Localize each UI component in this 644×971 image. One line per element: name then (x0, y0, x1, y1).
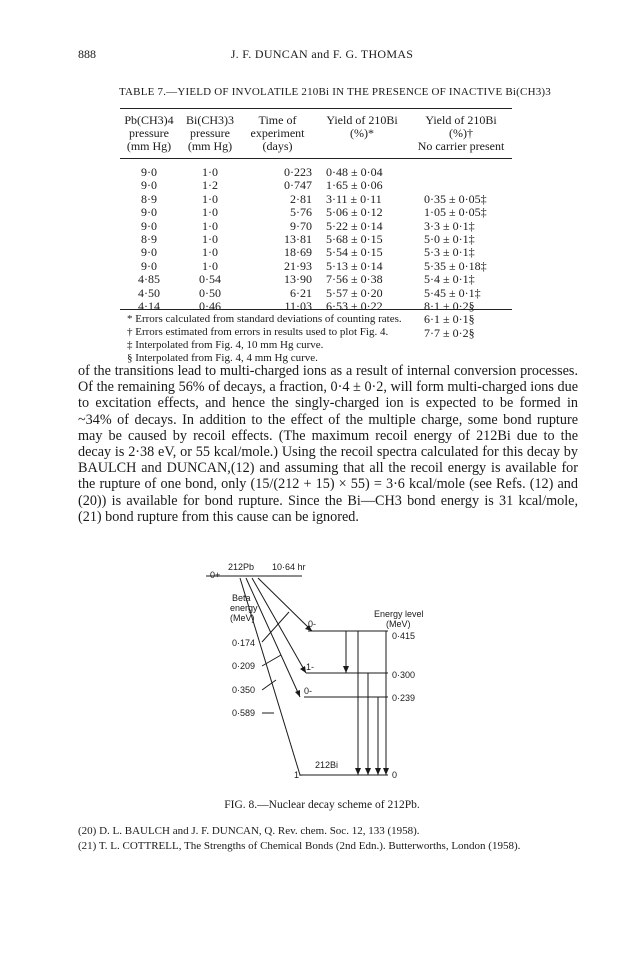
table-cell: 18·69 (284, 245, 312, 260)
beta-energy-label: 0·209 (232, 661, 256, 671)
table-footnote: * Errors calculated from standard deviations of counting rates. (127, 313, 402, 325)
table-cell: 5·13 ± 0·14 (326, 258, 383, 273)
level-energy-label: 0·415 (392, 631, 416, 641)
table-cell: 1·0 (202, 245, 218, 260)
table-cell: 13·81 (284, 231, 312, 246)
spin-label: 1- (306, 662, 315, 672)
parent-spin-label: 0+ (210, 570, 221, 580)
table-cell: 4·50 (138, 285, 160, 300)
table-cell: 9·0 (141, 178, 157, 193)
table-cell: 1·0 (202, 165, 218, 179)
table-cell: 4·85 (138, 272, 160, 287)
table-cell: 1·2 (202, 178, 218, 193)
table-cell: 0·46 (199, 298, 221, 313)
table-cell: 5·57 ± 0·20 (326, 285, 383, 300)
spin-label: 0- (308, 619, 317, 629)
table-cell: 5·22 ± 0·14 (326, 218, 383, 233)
table-cell: 6·53 ± 0·22 (326, 298, 383, 313)
level-heading-line: Energy level (374, 609, 424, 619)
level-heading-line: (MeV) (386, 619, 411, 629)
table-cell: 5·06 ± 0·12 (326, 205, 383, 220)
table-cell: 21·93 (284, 258, 312, 273)
table-cell: 6·1 ± 0·1§ (424, 312, 475, 327)
col-header-pb: Pb(CH3)4 pressure (mm Hg) (124, 113, 174, 153)
reference-entry: (21) T. L. COTTRELL, The Strengths of Chemical Bonds (2nd Edn.). Butterworths, London (1958). (78, 840, 521, 852)
table-cell: 5·68 ± 0·15 (326, 231, 383, 246)
table-caption: TABLE 7.—YIELD OF INVOLATILE 210Bi IN THE PRESENCE OF INACTIVE Bi(CH3)3 (118, 86, 551, 98)
table-cell: 3·11 ± 0·11 (326, 191, 382, 206)
table-cell: 9·0 (141, 245, 157, 260)
table-cell: 5·3 ± 0·1‡ (424, 245, 475, 260)
col-header-nocarrier: Yield of 210Bi (%)† No carrier present (417, 113, 505, 153)
beta-line (252, 578, 306, 673)
pointer-line (262, 612, 289, 642)
beta-energy-label: 0·589 (232, 708, 256, 718)
beta-energy-label: 0·174 (232, 638, 256, 648)
spin-label: 0- (304, 686, 313, 696)
table-cell: 5·4 ± 0·1‡ (424, 272, 475, 287)
table-cell: 5·54 ± 0·15 (326, 245, 383, 260)
table-cell: 9·0 (141, 165, 157, 179)
table-cell: 1·0 (202, 191, 218, 206)
table-cell: 0·50 (199, 285, 221, 300)
table-footnote: § Interpolated from Fig. 4, 4 mm Hg curve. (127, 352, 318, 364)
table-cell: 5·45 ± 0·1‡ (424, 285, 481, 300)
level-energy-label: 0·239 (392, 693, 416, 703)
table-cell: 0·747 (284, 178, 312, 193)
table-cell: 1·0 (202, 231, 218, 246)
table-cell: 9·70 (290, 218, 312, 233)
table-cell: 5·76 (290, 205, 312, 220)
table-cell: 3·3 ± 0·1‡ (424, 218, 475, 233)
table-cell: 1·0 (202, 218, 218, 233)
table-cell: 1·0 (202, 205, 218, 220)
table-footnote: † Errors estimated from errors in results used to plot Fig. 4. (127, 326, 389, 338)
body-paragraph: of the transitions lead to multi-charged ions as a result of internal conversion processes. Of the remaining 56% of decays, a fraction, 0·4 ± 0·2, will form multi-charged ions due to excitation effects, and hence the singly-charged ion is expected to be formed in ~34% of decays. In addition to the effect of the multiple charge, some bond rupture may be caused by recoil effects. (The maximum recoil energy of 212Bi due to the decay is 2·38 eV, or 55 kcal/mole.) Using the recoil spectra calculated for this decay by BAULCH and DUNCAN,(12) and assuming that all the recoil energy is available for the rupture of one bond, only (15/(212 + 15) × 55) = 3·6 kcal/mole (see Refs. (12) and (20)) is available for bond rupture. Since the Bi—CH3 bond energy is 31 kcal/mole,(21) bond rupture from this cause can be ignored. (78, 363, 578, 525)
table-cell: 7·7 ± 0·2§ (424, 325, 475, 340)
table-cell: 1·05 ± 0·05‡ (424, 205, 487, 220)
half-life-label: 10·64 hr (272, 562, 306, 572)
table-cell: 5·35 ± 0·18‡ (424, 258, 487, 273)
page-number: 888 (78, 47, 96, 61)
reference-entry: (20) D. L. BAULCH and J. F. DUNCAN, Q. Rev. chem. Soc. 12, 133 (1958). (78, 825, 420, 837)
table-cell: 6·21 (290, 285, 312, 300)
beta-heading-line: (MeV) (230, 613, 255, 623)
running-head: J. F. DUNCAN and F. G. THOMAS (230, 47, 414, 61)
beta-heading-line: energy (230, 603, 258, 613)
level-energy-label: 0 (392, 770, 398, 780)
col-header-yield: Yield of 210Bi (%)* (326, 113, 398, 140)
table-cell: 13·90 (284, 272, 312, 287)
col-header-bi: Bi(CH3)3 pressure (mm Hg) (186, 113, 234, 153)
table-cell: 1·65 ± 0·06 (326, 178, 383, 193)
table-cell: 8·9 (141, 191, 157, 206)
table-cell: 1·0 (202, 258, 218, 273)
spin-label: 1- (294, 770, 303, 780)
table-footnote: ‡ Interpolated from Fig. 4, 10 mm Hg curve. (127, 339, 324, 351)
figure-caption: FIG. 8.—Nuclear decay scheme of 212Pb. (224, 799, 420, 811)
table-cell: 7·56 ± 0·38 (326, 272, 383, 287)
table-cell: 8·9 (141, 231, 157, 246)
daughter-nuclide-label: 212Bi (315, 760, 339, 770)
table-cell: 0·48 ± 0·04 (326, 165, 383, 179)
table-cell: 0·54 (199, 272, 221, 287)
table-cell: 0·223 (284, 165, 312, 179)
level-energy-label: 0·300 (392, 670, 416, 680)
table-cell: 11·03 (284, 298, 312, 313)
parent-nuclide-label: 212Pb (228, 562, 255, 572)
table-cell: 9·0 (141, 258, 157, 273)
table-cell: 0·35 ± 0·05‡ (424, 191, 487, 206)
table-cell: 2·81 (290, 191, 312, 206)
col-header-time: Time of experiment (days) (250, 113, 305, 153)
beta-energy-label: 0·350 (232, 685, 256, 695)
table-cell: 8·1 ± 0·2§ (424, 298, 475, 313)
table-cell: 4·14 (138, 298, 160, 313)
beta-heading-line: Beta (232, 593, 251, 603)
table-cell: 9·0 (141, 205, 157, 220)
table-cell: 5·0 ± 0·1‡ (424, 231, 475, 246)
table-cell: 9·0 (141, 218, 157, 233)
